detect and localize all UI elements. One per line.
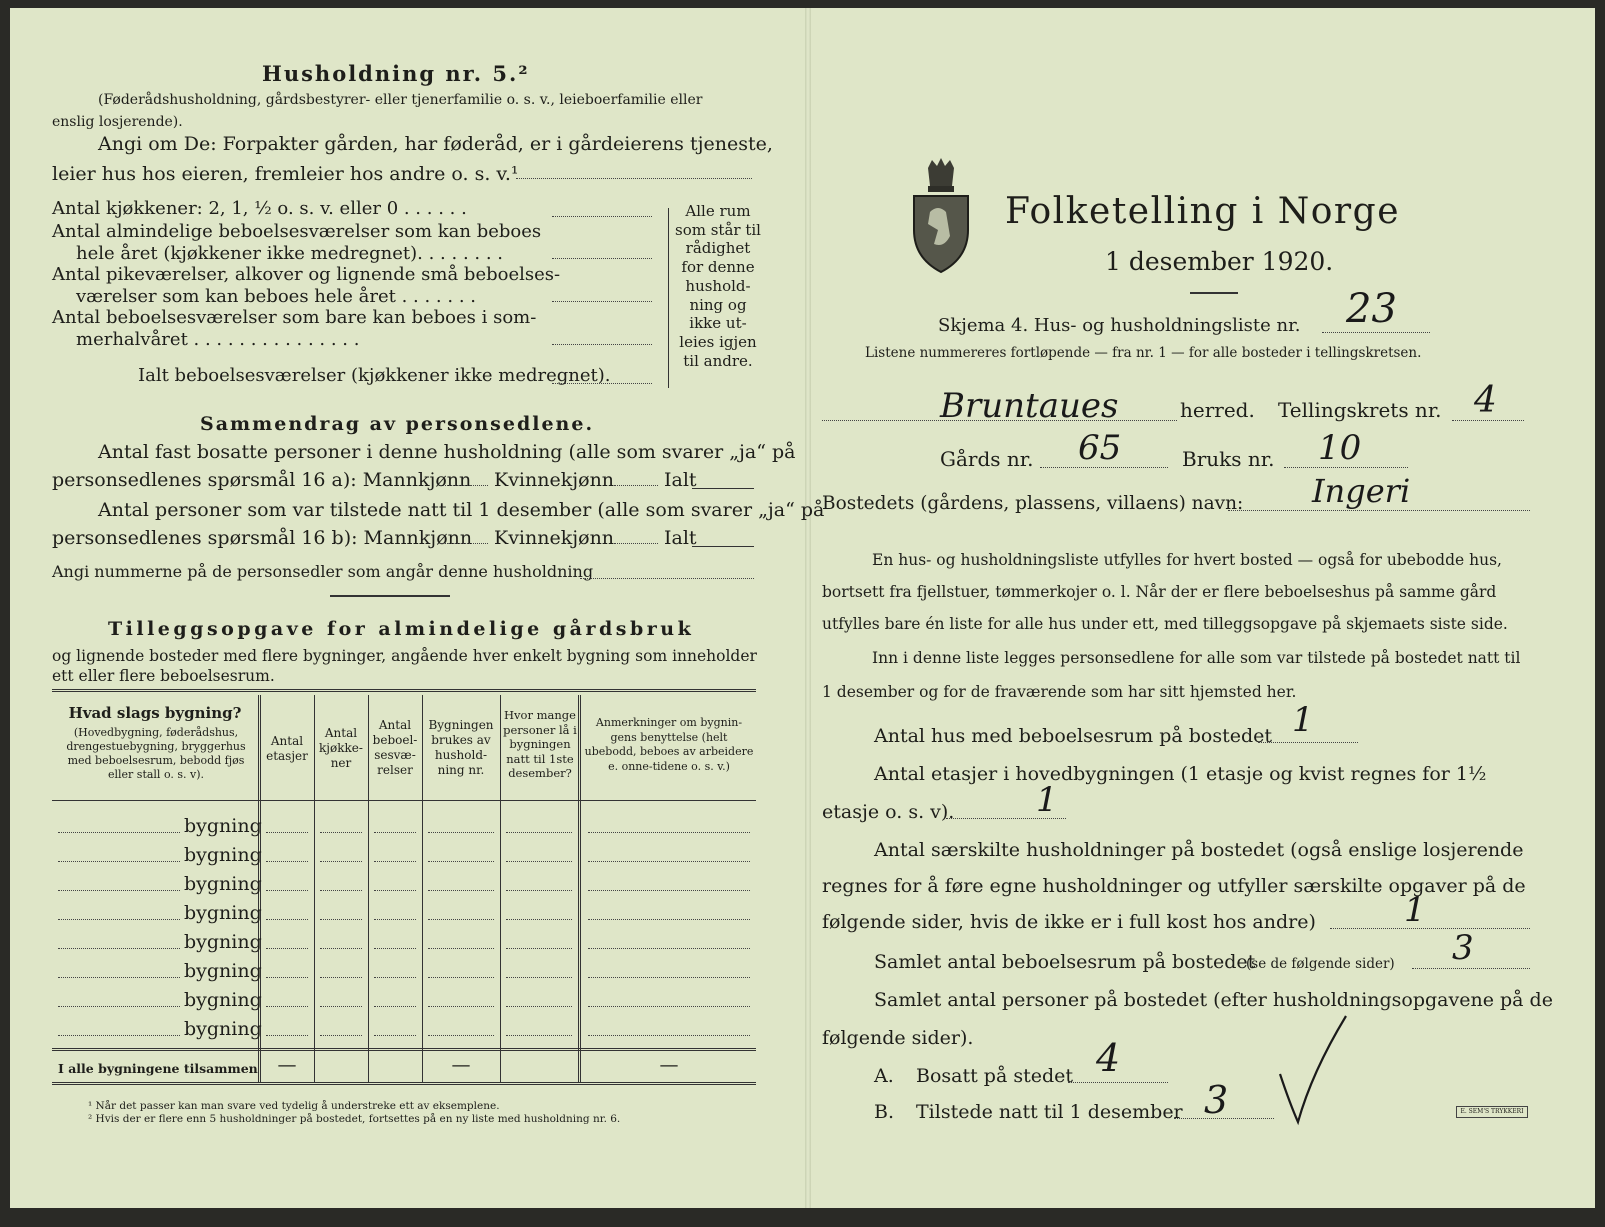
building-row-label: bygning bbox=[184, 844, 262, 866]
holding-number-label: Bruks nr. bbox=[1182, 447, 1275, 471]
table-col-border bbox=[314, 695, 315, 1082]
place-name-field[interactable] bbox=[1228, 510, 1530, 511]
women-resident-answer[interactable] bbox=[614, 485, 658, 486]
summary-line-3: Antal personer som var tilstede natt til 1 desember (alle som svarer „ja“ på bbox=[98, 499, 825, 521]
rooms-line-3: Antal pikeværelser, alkover og lignende små beboelses- bbox=[52, 264, 561, 285]
table-cell[interactable] bbox=[266, 1006, 308, 1007]
side-note bbox=[675, 202, 761, 370]
present-label: B. bbox=[874, 1101, 895, 1123]
table-col-border bbox=[578, 695, 581, 1082]
title-divider bbox=[1190, 292, 1238, 294]
side-note-line: leies igjen bbox=[679, 332, 757, 351]
table-cell[interactable] bbox=[374, 919, 416, 920]
district-label: Tellingskrets nr. bbox=[1278, 398, 1442, 422]
table-col-border bbox=[500, 695, 501, 1082]
kitchens-line: Antal kjøkkener: 2, 1, ½ o. s. v. eller 0 . . . . . . bbox=[52, 198, 467, 219]
list-number-field[interactable] bbox=[1322, 332, 1430, 333]
building-row-label: bygning bbox=[184, 931, 262, 953]
holding-number-value: 10 bbox=[1318, 428, 1362, 468]
table-cell[interactable] bbox=[320, 1006, 362, 1007]
table-cell[interactable] bbox=[588, 948, 750, 949]
building-row-label: bygning bbox=[184, 1018, 262, 1040]
col-persons: Hvor mange personer lå i bygningen natt til 1ste desember? bbox=[503, 708, 577, 780]
table-cell[interactable] bbox=[428, 977, 494, 978]
table-cell[interactable] bbox=[320, 977, 362, 978]
summary-line-1: Antal fast bosatte personer i denne husholdning (alle som svarer „ja“ på bbox=[98, 441, 796, 463]
place-name-value: Ingeri bbox=[1312, 472, 1411, 510]
instruction-line-2: bortsett fra fjellstuer, tømmerkojer o. l. Når der er flere beboelseshus på samme gård bbox=[822, 583, 1497, 601]
men-present-answer[interactable] bbox=[440, 543, 488, 544]
table-cell[interactable] bbox=[588, 861, 750, 862]
rooms-question-note: (se de følgende sider) bbox=[1246, 956, 1395, 972]
table-cell[interactable] bbox=[320, 890, 362, 891]
floors-value: 1 bbox=[1036, 780, 1058, 820]
women-label-1: Kvinnekjønn bbox=[494, 469, 615, 491]
table-total-label: I alle bygningene tilsammen bbox=[58, 1061, 258, 1076]
summary-heading: Sammendrag av personsedlene. bbox=[200, 413, 595, 435]
table-cell[interactable] bbox=[506, 890, 572, 891]
rooms-value: 3 bbox=[1452, 928, 1474, 968]
kitchens-answer[interactable] bbox=[552, 216, 652, 217]
side-note-line: hushold- bbox=[685, 276, 751, 295]
rooms-line-6: merhalvåret . . . . . . . . . . . . . . . bbox=[76, 329, 360, 350]
census-title: Folketelling i Norge bbox=[1005, 191, 1400, 232]
building-type-field[interactable] bbox=[58, 948, 180, 949]
table-bottom-border bbox=[52, 1082, 756, 1085]
table-top-border bbox=[52, 689, 756, 692]
households-question-3: følgende sider, hvis de ikke er i full kost hos andre) bbox=[822, 911, 1316, 933]
table-cell[interactable] bbox=[428, 1035, 494, 1036]
table-cell[interactable] bbox=[506, 948, 572, 949]
census-date: 1 desember 1920. bbox=[1105, 247, 1334, 276]
intro-line-2: enslig losjerende). bbox=[52, 114, 183, 130]
table-cell[interactable] bbox=[320, 1035, 362, 1036]
table-col-border bbox=[422, 695, 423, 1082]
rooms-answer-1[interactable] bbox=[552, 258, 652, 259]
side-note-line: som står til bbox=[675, 220, 761, 239]
households-value: 1 bbox=[1404, 890, 1426, 930]
intro-line-1: (Føderådshusholdning, gårdsbestyrer- eller tjenerfamilie o. s. v., leieboerfamilie eller bbox=[98, 92, 703, 108]
total-label-1: Ialt bbox=[664, 469, 697, 491]
side-note-line: til andre. bbox=[683, 351, 753, 370]
numbering-note: Listene nummereres fortløpende — fra nr. 1 — for alle bosteder i tellingskretsen. bbox=[865, 345, 1422, 361]
table-cell[interactable] bbox=[428, 948, 494, 949]
printer-stamp: E. SEM'S TRYKKERI bbox=[1456, 1106, 1528, 1118]
building-type-field[interactable] bbox=[58, 861, 180, 862]
rooms-total-line: Ialt beboelsesværelser (kjøkkener ikke medregnet). bbox=[138, 365, 611, 386]
district-value: 4 bbox=[1474, 380, 1497, 421]
municipality-label: herred. bbox=[1180, 398, 1255, 422]
building-row-label: bygning bbox=[184, 815, 262, 837]
table-cell[interactable] bbox=[588, 1035, 750, 1036]
floors-question-1: Antal etasjer i hovedbygningen (1 etasje og kvist regnes for 1½ bbox=[874, 763, 1487, 785]
resident-field[interactable] bbox=[1068, 1082, 1168, 1083]
table-cell[interactable] bbox=[428, 1006, 494, 1007]
floors-question-2: etasje o. s. v). bbox=[822, 801, 955, 823]
table-cell[interactable] bbox=[428, 832, 494, 833]
resident-text: Bosatt på stedet bbox=[916, 1065, 1073, 1087]
total-floors-dash: — bbox=[277, 1054, 297, 1076]
table-total-border bbox=[52, 1048, 756, 1051]
table-cell[interactable] bbox=[374, 1035, 416, 1036]
col-rooms: Antal beboel-sesvæ-relser bbox=[372, 718, 418, 777]
table-cell[interactable] bbox=[506, 1035, 572, 1036]
persons-question-1: Samlet antal personer på bostedet (efter husholdningsopgavene på de bbox=[874, 989, 1553, 1011]
table-cell[interactable] bbox=[374, 1006, 416, 1007]
col-kitchens: Antal kjøkke-ner bbox=[319, 726, 363, 770]
farm-heading: Tilleggsopgave for almindelige gårdsbruk bbox=[108, 618, 695, 640]
total-label-2: Ialt bbox=[664, 527, 697, 549]
schema-label: Skjema 4. Hus- og husholdningsliste nr. bbox=[938, 315, 1301, 336]
farm-line-1: og lignende bosteder med flere bygninger, angående hver enkelt bygning som inneholder bbox=[52, 647, 757, 665]
houses-value: 1 bbox=[1292, 700, 1314, 740]
building-type-field[interactable] bbox=[58, 1006, 180, 1007]
rooms-total-answer[interactable] bbox=[552, 383, 652, 384]
household-heading: Husholdning nr. 5.² bbox=[262, 61, 530, 86]
table-cell[interactable] bbox=[266, 948, 308, 949]
resident-value: 4 bbox=[1096, 1036, 1121, 1080]
check-mark-icon bbox=[1272, 1012, 1352, 1128]
table-cell[interactable] bbox=[588, 832, 750, 833]
farm-number-label: Gårds nr. bbox=[940, 447, 1034, 471]
table-cell[interactable] bbox=[588, 977, 750, 978]
table-cell[interactable] bbox=[266, 832, 308, 833]
households-field[interactable] bbox=[1330, 928, 1530, 929]
footnote-2: ² Hvis der er flere enn 5 husholdninger på bostedet, fortsettes på en ny liste med husholdning nr. 6. bbox=[88, 1113, 621, 1125]
table-cell[interactable] bbox=[266, 890, 308, 891]
instruction-line-1: En hus- og husholdningsliste utfylles for hvert bosted — også for ubebodde hus, bbox=[872, 551, 1502, 569]
col-building-desc: (Hovedbygning, føderådshus, drengestuebygning, bryggerhus med beboelsesrum, bebodd fjøs eller stall o. s. v). bbox=[66, 726, 246, 781]
col-building-title: Hvad slags bygning? bbox=[68, 704, 242, 722]
table-cell[interactable] bbox=[588, 890, 750, 891]
rooms-answer-3[interactable] bbox=[552, 344, 652, 345]
rooms-line-2: hele året (kjøkkener ikke medregnet). . . . . . . . bbox=[76, 243, 503, 264]
households-question-1: Antal særskilte husholdninger på bostedet (også enslige losjerende bbox=[874, 839, 1524, 861]
side-note-bracket bbox=[668, 208, 669, 388]
houses-field[interactable] bbox=[1258, 742, 1358, 743]
table-cell[interactable] bbox=[588, 919, 750, 920]
rooms-line-4: værelser som kan beboes hele året . . . . . . . bbox=[76, 286, 476, 307]
tenure-line-1: Angi om De: Forpakter gården, har føderåd, er i gårdeierens tjeneste, bbox=[98, 133, 773, 155]
tenure-line-2: leier hus hos eieren, fremleier hos andre o. s. v.¹ bbox=[52, 163, 519, 185]
rooms-line-5: Antal beboelsesværelser som bare kan beboes i som- bbox=[52, 307, 537, 328]
table-cell[interactable] bbox=[266, 1035, 308, 1036]
norway-coat-of-arms-icon bbox=[910, 158, 972, 276]
resident-label: A. bbox=[874, 1065, 894, 1087]
footnote-1: ¹ Når det passer kan man svare ved tydelig å understreke ett av eksemplene. bbox=[88, 1100, 500, 1112]
building-type-field[interactable] bbox=[58, 1035, 180, 1036]
rooms-field[interactable] bbox=[1412, 968, 1530, 969]
table-header-border bbox=[52, 800, 756, 801]
table-cell[interactable] bbox=[428, 919, 494, 920]
building-type-field[interactable] bbox=[58, 890, 180, 891]
side-note-line: ikke ut- bbox=[689, 314, 747, 333]
tenure-answer-line[interactable] bbox=[516, 178, 752, 179]
table-cell[interactable] bbox=[506, 1006, 572, 1007]
table-col-border bbox=[368, 695, 369, 1082]
summary-line-5: Angi nummerne på de personsedler som angår denne husholdning bbox=[52, 562, 594, 581]
table-cell[interactable] bbox=[506, 977, 572, 978]
instruction-line-5: 1 desember og for de fraværende som har sitt hjemsted her. bbox=[822, 683, 1297, 701]
table-cell[interactable] bbox=[506, 832, 572, 833]
building-row-label: bygning bbox=[184, 989, 262, 1011]
side-note-line: rådighet bbox=[685, 239, 751, 258]
col-household: Bygningen brukes av hushold-ning nr. bbox=[428, 718, 494, 777]
building-row-label: bygning bbox=[184, 960, 262, 982]
table-cell[interactable] bbox=[320, 948, 362, 949]
col-floors: Antal etasjer bbox=[266, 734, 308, 763]
total-remarks-dash: — bbox=[659, 1054, 679, 1076]
table-cell[interactable] bbox=[266, 919, 308, 920]
summary-line-2: personsedlenes spørsmål 16 a): Mannkjønn bbox=[52, 469, 472, 491]
rooms-answer-2[interactable] bbox=[552, 301, 652, 302]
sedler-numbers-answer[interactable] bbox=[580, 578, 754, 579]
summary-line-4: personsedlenes spørsmål 16 b): Mannkjønn bbox=[52, 527, 473, 549]
table-cell[interactable] bbox=[266, 861, 308, 862]
table-cell[interactable] bbox=[374, 948, 416, 949]
table-cell[interactable] bbox=[374, 977, 416, 978]
present-text: Tilstede natt til 1 desember bbox=[916, 1101, 1183, 1123]
side-note-line: for denne bbox=[681, 258, 755, 277]
table-cell[interactable] bbox=[506, 861, 572, 862]
households-question-2: regnes for å føre egne husholdninger og utfyller særskilte opgaver på de bbox=[822, 875, 1526, 897]
instruction-line-3: utfylles bare én liste for alle hus under ett, med tilleggsopgave på skjemaets siste side. bbox=[822, 615, 1508, 633]
houses-question: Antal hus med beboelsesrum på bostedet bbox=[874, 725, 1273, 747]
total-present-answer[interactable] bbox=[692, 546, 754, 547]
table-cell[interactable] bbox=[320, 832, 362, 833]
persons-question-2: følgende sider). bbox=[822, 1027, 974, 1049]
place-name-label: Bostedets (gårdens, plassens, villaens) navn: bbox=[822, 493, 1244, 514]
table-cell[interactable] bbox=[428, 890, 494, 891]
total-household-dash: — bbox=[451, 1054, 471, 1076]
side-note-line: ning og bbox=[689, 295, 747, 314]
building-type-field[interactable] bbox=[58, 919, 180, 920]
present-value: 3 bbox=[1204, 1078, 1229, 1122]
building-row-label: bygning bbox=[184, 873, 262, 895]
building-row-label: bygning bbox=[184, 902, 262, 924]
rooms-line-1: Antal almindelige beboelsesværelser som kan beboes bbox=[52, 221, 542, 242]
table-cell[interactable] bbox=[320, 861, 362, 862]
instruction-line-4: Inn i denne liste legges personsedlene for alle som var tilstede på bostedet natt til bbox=[872, 649, 1521, 667]
side-note-line: Alle rum bbox=[685, 202, 751, 220]
total-resident-answer[interactable] bbox=[692, 488, 754, 489]
table-cell[interactable] bbox=[506, 919, 572, 920]
farm-line-2: ett eller flere beboelsesrum. bbox=[52, 667, 275, 685]
women-present-answer[interactable] bbox=[614, 543, 658, 544]
municipality-value: Bruntaues bbox=[940, 386, 1119, 426]
page-fold bbox=[805, 8, 811, 1208]
table-cell[interactable] bbox=[374, 832, 416, 833]
men-resident-answer[interactable] bbox=[440, 485, 488, 486]
table-cell[interactable] bbox=[428, 861, 494, 862]
table-cell[interactable] bbox=[266, 977, 308, 978]
rooms-question: Samlet antal beboelsesrum på bostedet bbox=[874, 951, 1256, 973]
building-type-field[interactable] bbox=[58, 977, 180, 978]
building-type-field[interactable] bbox=[58, 832, 180, 833]
table-cell[interactable] bbox=[374, 890, 416, 891]
table-cell[interactable] bbox=[320, 919, 362, 920]
table-cell[interactable] bbox=[374, 861, 416, 862]
col-remarks: Anmerkninger om bygnin-gens benyttelse (helt ubebodd, beboes av arbeidere e. onne-tidene o. s. v.) bbox=[584, 716, 754, 773]
table-cell[interactable] bbox=[588, 1006, 750, 1007]
list-number-value: 23 bbox=[1346, 286, 1397, 332]
women-label-2: Kvinnekjønn bbox=[494, 527, 615, 549]
section-divider bbox=[330, 595, 450, 597]
farm-number-value: 65 bbox=[1078, 428, 1122, 468]
